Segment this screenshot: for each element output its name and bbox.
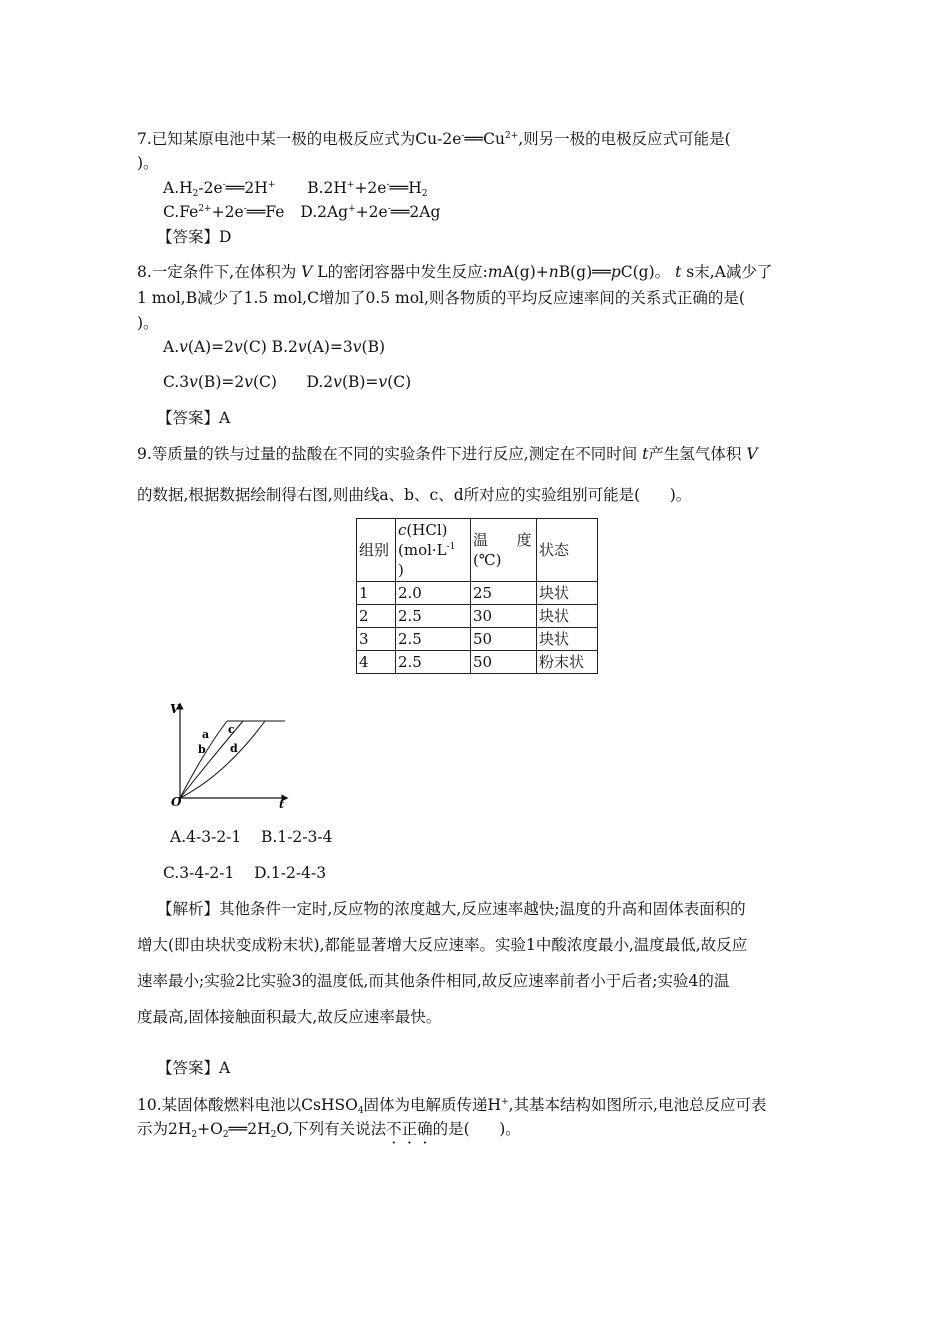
q7-options-ab: $A.H_2-2e^-══2H^+$ $B.2H^++2e^-══H_2$ xyxy=(163,179,428,199)
q9-options-ab: A.4-3-2-1 B.1-2-3-4 xyxy=(170,828,333,846)
cell-state: 粉末状 xyxy=(537,651,598,674)
cell-temperature: 50 xyxy=(471,628,537,651)
cell-state: 块状 xyxy=(537,582,598,605)
emphasis-char: 确 xyxy=(417,1120,433,1138)
curve-label-b: b xyxy=(198,743,206,756)
y-axis-label: V xyxy=(170,702,180,716)
cell-group: 3 xyxy=(357,628,396,651)
q9-analysis-line1: 【解析】其他条件一定时,反应物的浓度越大,反应速率越快;温度的升高和固体表面积的 xyxy=(157,900,746,918)
cell-concentration: 2.0 xyxy=(396,582,471,605)
q9-stem-line2: 的数据,根据数据绘制得右图,则曲线a、b、c、d所对应的实验组别可能是( )。 xyxy=(137,486,692,504)
cell-state: 块状 xyxy=(537,605,598,628)
q8-options-ab: A.v(A)=2v(C) B.2v(A)=3v(B) xyxy=(163,338,386,356)
q10-stem-line1: 10.某固体酸燃料电池以CsHSO$_4$固体为电解质传递H+,其基本结构如图所示,电池总反应可表 xyxy=(137,1096,767,1116)
q8-stem-line1: 8.一定条件下,在体积为 V L的密闭容器中发生反应:mA(g)+nB(g)══pC(g)。 t s末,A减少了 xyxy=(137,263,773,281)
q8-stem-line2: 1 mol,B减少了1.5 mol,C增加了0.5 mol,则各物质的平均反应速率间的关系式正确的是( xyxy=(137,289,745,307)
curve-label-c: c xyxy=(228,723,235,736)
cell-group: 1 xyxy=(357,582,396,605)
cell-concentration: 2.5 xyxy=(396,605,471,628)
q7-answer: 【答案】D xyxy=(157,228,232,246)
emphasis-char: 正 xyxy=(401,1120,418,1138)
q9-analysis-line3: 速率最小;实验2比实验3的温度低,而其他条件相同,故反应速率前者小于后者;实验4的温 xyxy=(137,972,730,990)
header-concentration: c(HCl) ($mol\cdot L^{-1}$ ) xyxy=(396,519,471,582)
q9-options-cd: C.3-4-2-1 D.1-2-4-3 xyxy=(163,864,327,882)
q9-answer: 【答案】A xyxy=(157,1059,231,1077)
q9-analysis-line2: 增大(即由块状变成粉末状),都能显著增大反应速率。实验1中酸浓度最小,温度最低,故反应 xyxy=(137,936,748,954)
q7-stem-line1: 7.已知某原电池中某一极的电极反应式为$Cu-2e^-══Cu^{2+}$,则另一极的电极反应式可能是( xyxy=(137,130,731,148)
table-row xyxy=(357,582,598,605)
cell-concentration: 2.5 xyxy=(396,628,471,651)
origin-label: O xyxy=(171,795,182,809)
q7-stem-line2: )。 xyxy=(137,154,159,172)
cell-temperature: 25 xyxy=(471,582,537,605)
emphasis-char: 不 xyxy=(386,1120,402,1138)
cell-temperature: 30 xyxy=(471,605,537,628)
table-row xyxy=(357,605,598,628)
cell-temperature: 50 xyxy=(471,651,537,674)
x-axis-label: t xyxy=(279,798,285,810)
curve-label-a: a xyxy=(202,728,210,741)
q9-stem-line1: 9.等质量的铁与过量的盐酸在不同的实验条件下进行反应,测定在不同时间 t产生氢气体积 V xyxy=(137,445,758,463)
q10-stem-line2: 示为$2H_2+O_2══2H_2O$,下列有关说法不正确的是( )。 xyxy=(137,1120,521,1140)
table-row xyxy=(357,651,598,674)
experiment-table xyxy=(356,518,598,674)
cell-group: 4 xyxy=(357,651,396,674)
header-state: 状态 xyxy=(537,519,598,582)
table-row xyxy=(357,628,598,651)
q7-options-cd: $C.Fe^{2+}+2e^-══Fe$ D.2Ag++2e-══2Ag xyxy=(163,203,441,221)
header-group: 组别 xyxy=(357,519,396,582)
q8-stem-line3: )。 xyxy=(137,314,159,332)
q9-analysis-line4: 度最高,固体接触面积最大,故反应速率最快。 xyxy=(137,1008,442,1026)
curve-label-d: d xyxy=(230,742,238,755)
table-header-row xyxy=(357,519,598,582)
q8-options-cd: C.3v(B)=2v(C) D.2v(B)=v(C) xyxy=(163,373,412,391)
cell-concentration: 2.5 xyxy=(396,651,471,674)
header-temperature: 温 度 (℃) xyxy=(471,519,537,582)
cell-group: 2 xyxy=(357,605,396,628)
curve-d xyxy=(180,721,265,798)
cell-state: 块状 xyxy=(537,628,598,651)
volume-time-graph xyxy=(165,700,295,810)
q8-answer: 【答案】A xyxy=(157,409,231,427)
